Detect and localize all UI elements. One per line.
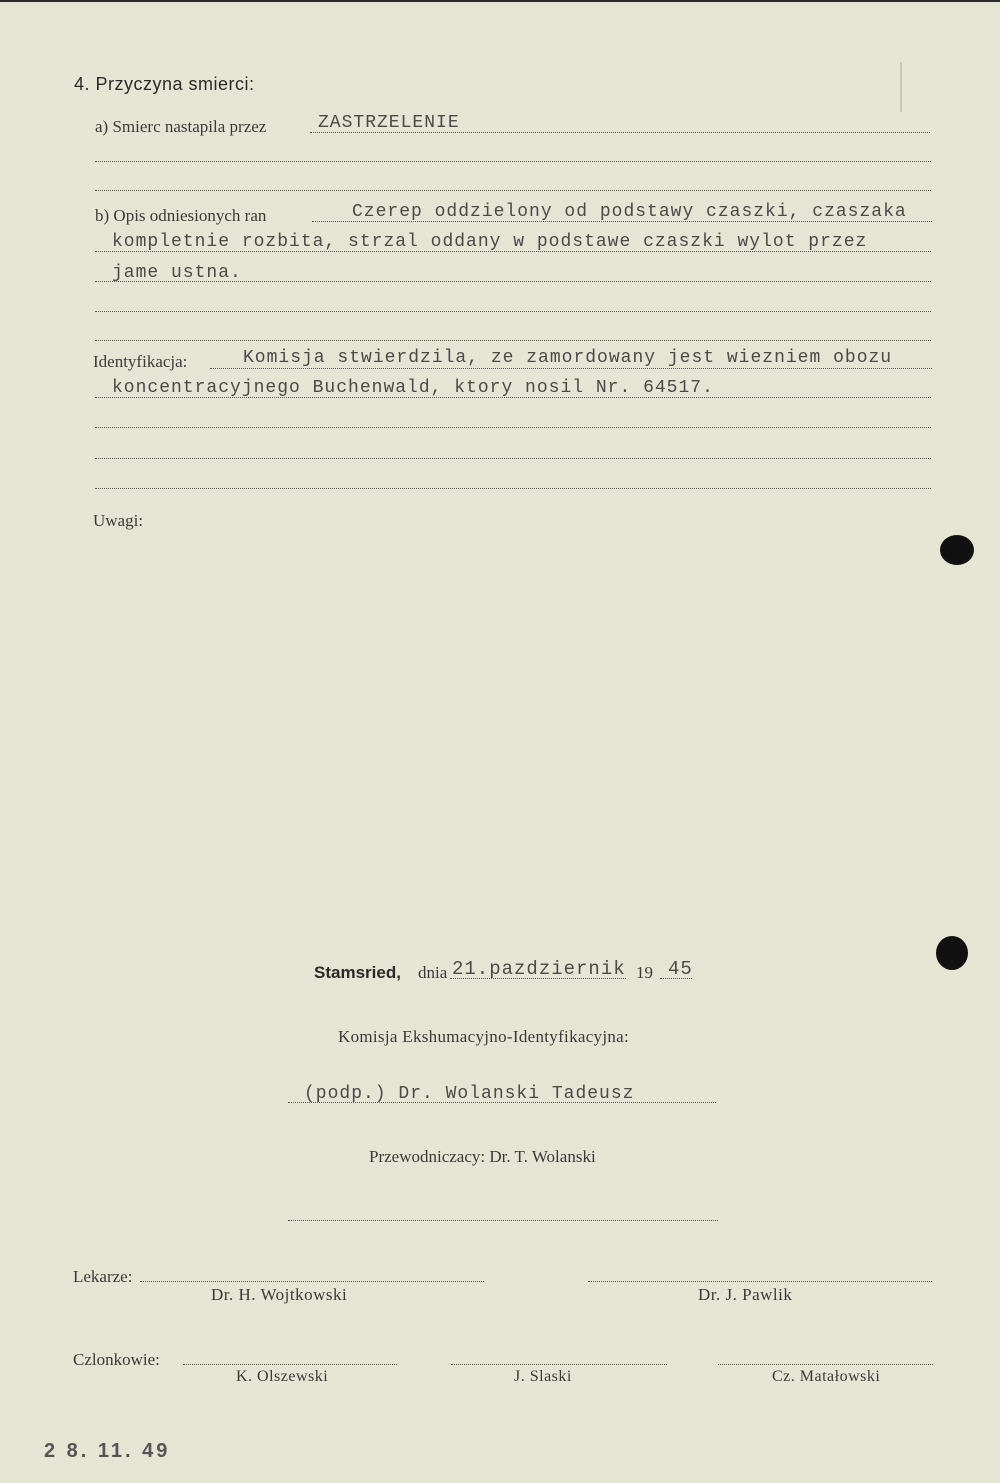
remarks-label: Uwagi: (93, 511, 144, 530)
member-name: K. Olszewski (236, 1368, 329, 1385)
date-underline (450, 978, 626, 979)
identification-label: Identyfikacja: (93, 352, 188, 371)
wounds-line-2: kompletnie rozbita, strzal oddany w podstawe czaszki wylot przez (112, 232, 868, 252)
blank-line (95, 427, 931, 428)
section-title: 4. Przyczyna smierci: (74, 74, 255, 94)
year-suffix: 45 (668, 958, 693, 980)
punch-hole-mark (940, 535, 974, 565)
blank-line (95, 311, 931, 312)
member-signature-line (718, 1364, 933, 1365)
cause-line (310, 132, 930, 133)
doctors-label: Lekarze: (73, 1267, 133, 1286)
identification-underline (210, 368, 932, 369)
archive-stamp: 2 8. 11. 49 (44, 1440, 171, 1462)
doctor-signature-line (588, 1281, 932, 1282)
wounds-label: b) Opis odniesionych ran (95, 206, 267, 225)
blank-line (95, 161, 931, 162)
cause-value: ZASTRZELENIE (318, 113, 460, 133)
date-label: dnia (418, 963, 448, 982)
blank-line (95, 488, 931, 489)
member-name: Cz. Matałowski (772, 1368, 881, 1385)
doctor-signature-line (140, 1281, 484, 1282)
wounds-line-1: Czerep oddzielony od podstawy czaszki, czaszaka (352, 202, 907, 222)
chairman: Przewodniczacy: Dr. T. Wolanski (369, 1147, 596, 1166)
date-value: 21.pazdziernik (452, 958, 626, 980)
commission-title: Komisja Ekshumacyjno-Identyfikacyjna: (338, 1027, 630, 1046)
wounds-underline (95, 251, 931, 252)
year-prefix: 19 (636, 963, 653, 982)
identification-line-2: koncentracyjnego Buchenwald, ktory nosil Nr. 64517. (112, 378, 714, 398)
blank-line (95, 340, 931, 341)
member-signature-line (183, 1364, 397, 1365)
identification-line-1: Komisja stwierdzila, ze zamordowany jest wiezniem obozu (243, 348, 893, 368)
wounds-underline (95, 281, 931, 282)
member-name: J. Slaski (514, 1368, 572, 1385)
members-label: Czlonkowie: (73, 1350, 160, 1369)
identification-underline (95, 397, 931, 398)
signature-line (288, 1102, 716, 1103)
commission-signature: (podp.) Dr. Wolanski Tadeusz (304, 1084, 635, 1104)
cause-label: a) Smierc nastapila przez (95, 117, 267, 136)
blank-line (95, 458, 931, 459)
blank-line (95, 190, 931, 191)
wounds-underline (312, 221, 932, 222)
punch-hole-mark (936, 936, 968, 970)
year-underline (660, 978, 692, 979)
chairman-signature-line (288, 1220, 718, 1221)
doctor-name: Dr. J. Pawlik (698, 1285, 793, 1304)
place: Stamsried, (314, 963, 401, 982)
paper-mark (900, 62, 902, 112)
member-signature-line (451, 1364, 667, 1365)
doctor-name: Dr. H. Wojtkowski (211, 1285, 348, 1304)
wounds-line-3: jame ustna. (112, 263, 242, 283)
